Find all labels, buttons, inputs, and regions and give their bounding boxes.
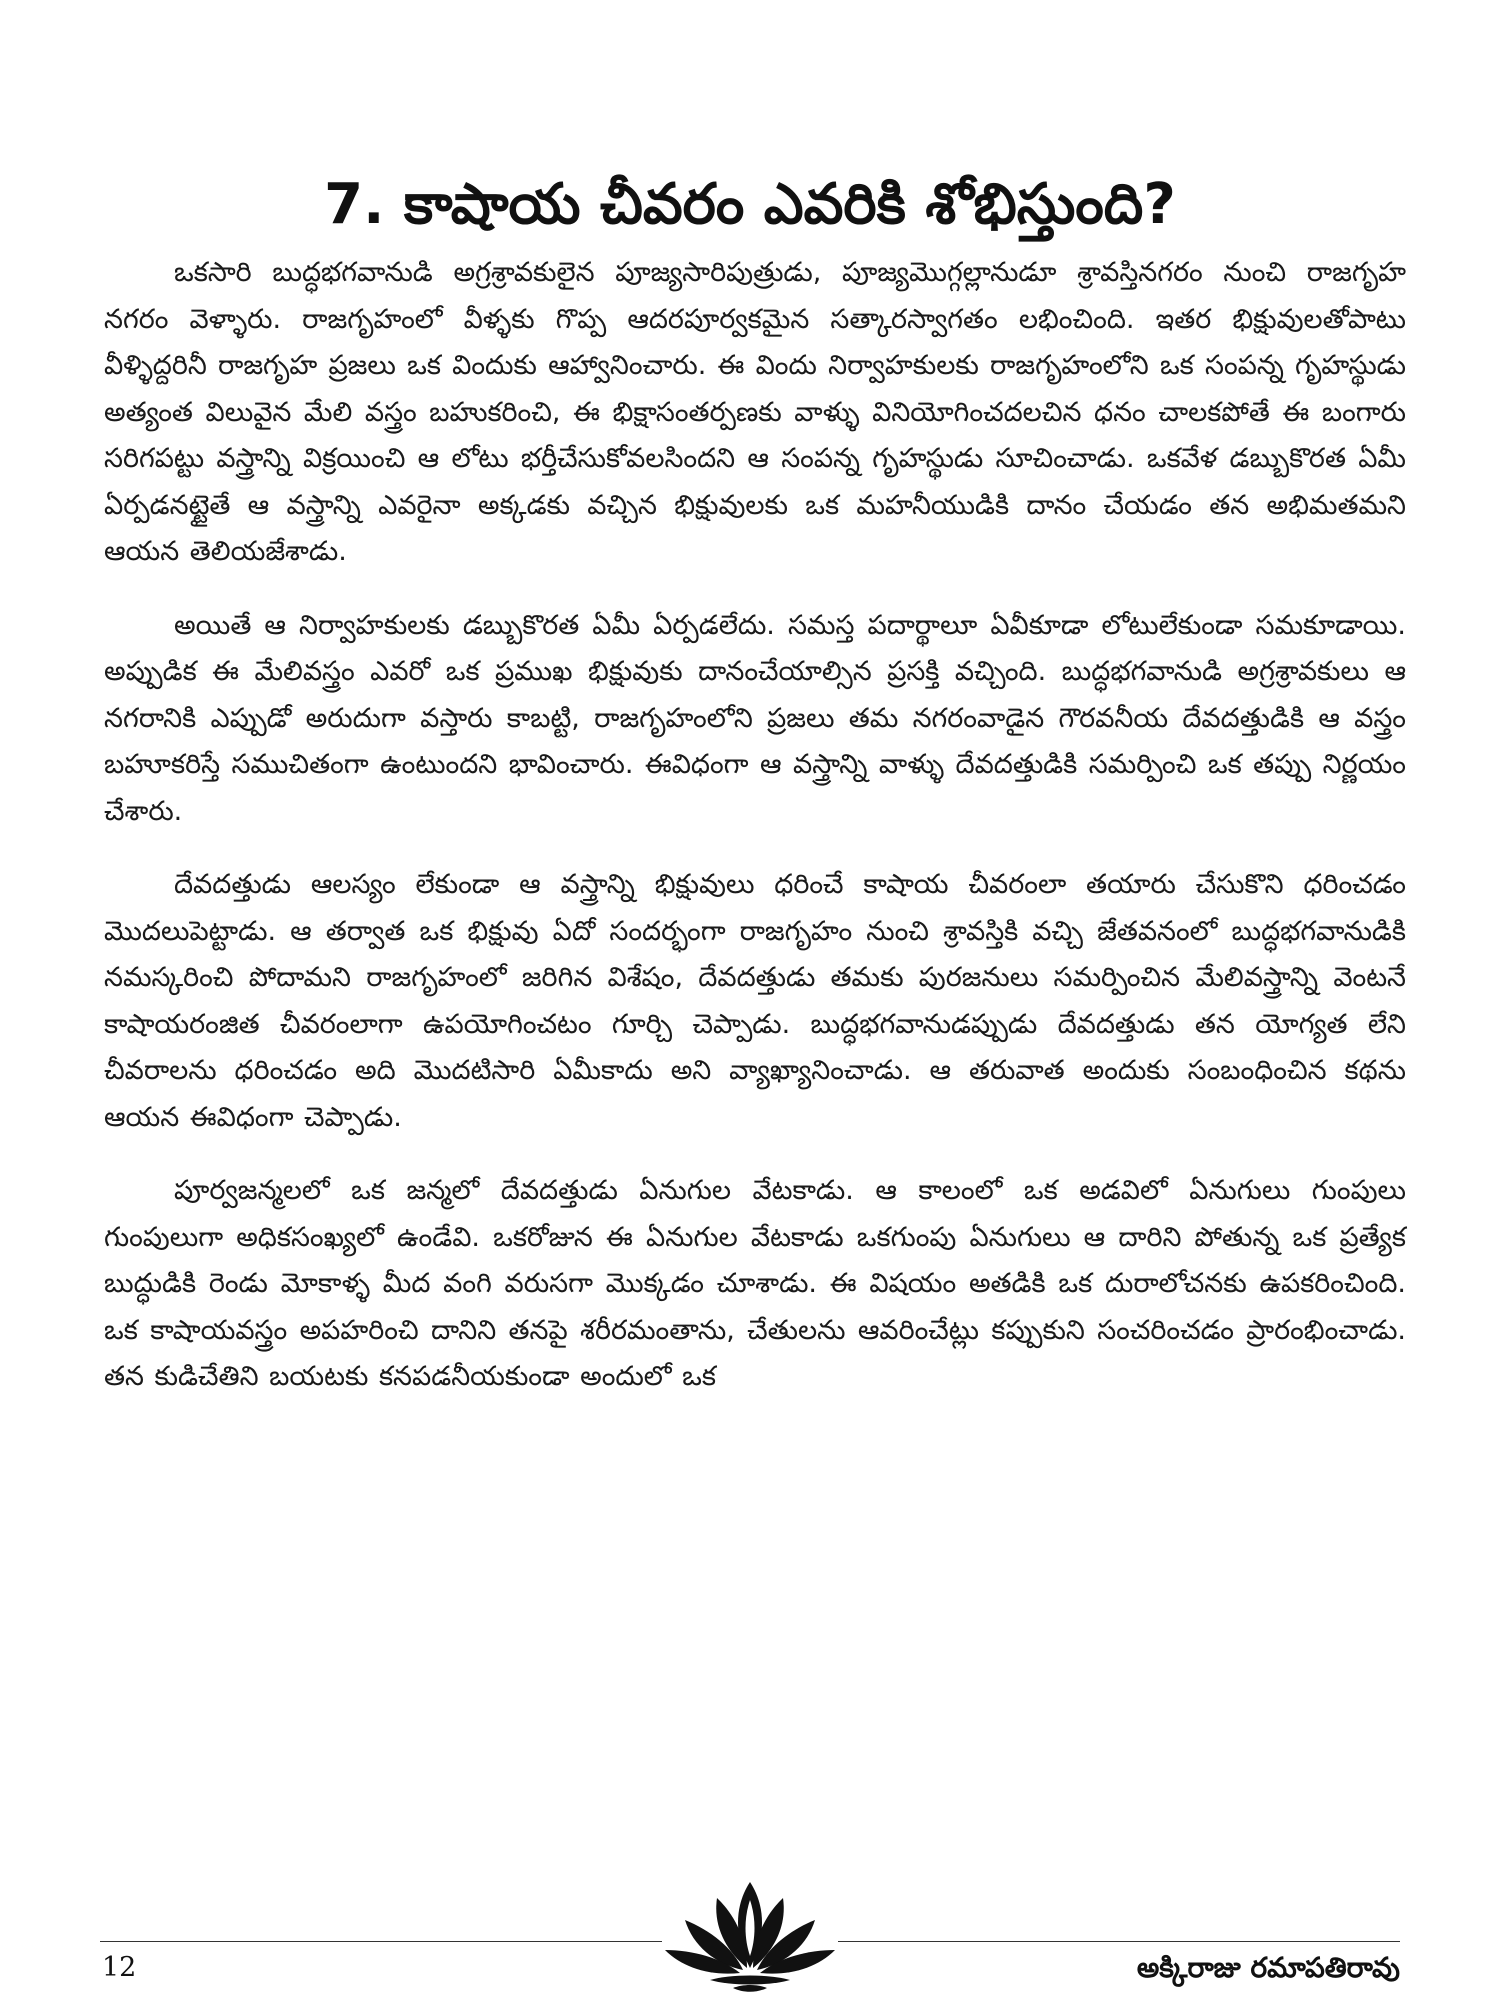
page-number: 12 (102, 1952, 137, 1983)
paragraph: ఒకసారి బుద్ధభగవానుడి అగ్రశ్రావకులైన పూజ్యసారిపుత్రుడు, పూజ్యమొగ్గల్లానుడూ శ్రావస్తినగరం నుంచి రాజగృహ నగరం వెళ్ళారు. రాజగృహంలో వీళ్ళకు గొప్ప ఆదరపూర్వకమైన సత్కారస్వాగతం లభించింది. ఇతర భిక్షువులతోపాటు వీళ్ళిద్దరినీ రాజగృహ ప్రజలు ఒక విందుకు ఆహ్వానించారు. ఈ విందు నిర్వాహకులకు రాజగృహంలోని ఒక సంపన్న గృహస్థుడు అత్యంత విలువైన మేలి వస్త్రం బహుకరించి, ఈ భిక్షాసంతర్పణకు వాళ్ళు వినియోగించదలచిన ధనం చాలకపోతే ఈ బంగారు సరిగపట్టు వస్త్రాన్ని విక్రయించి ఆ లోటు భర్తీచేసుకోవలసిందని ఆ సంపన్న గృహస్థుడు సూచించాడు. ఒకవేళ డబ్బుకొరత ఏమీ ఏర్పడనట్టైతే ఆ వస్త్రాన్ని ఎవరైనా అక్కడకు వచ్చిన భిక్షువులకు ఒక మహనీయుడికి దానం చేయడం తన అభిమతమని ఆయన తెలియజేశాడు. (104, 257, 1406, 567)
page-title: 7. కాషాయ చీవరం ఎవరికి శోభిస్తుంది? (324, 171, 1176, 237)
paragraph: పూర్వజన్మలలో ఒక జన్మలో దేవదత్తుడు ఏనుగుల వేటకాడు. ఆ కాలంలో ఒక అడవిలో ఏనుగులు గుంపులు గుంపులుగా అధికసంఖ్యలో ఉండేవి. ఒకరోజున ఈ ఏనుగుల వేటకాడు ఒకగుంపు ఏనుగులు ఆ దారిని పోతున్న ఒక ప్రత్యేక బుద్ధుడికి రెండు మోకాళ్ళ మీద వంగి వరుసగా మొక్కడం చూశాడు. ఈ విషయం అతడికి ఒక దురాలోచనకు ఉపకరించింది. ఒక కాషాయవస్త్రం అపహరించి దానిని తనపై శరీరమంతాను, చేతులను ఆవరించేట్లు కప్పుకుని సంచరించడం ప్రారంభించాడు. తన కుడిచేతిని బయటకు కనపడనీయకుండా అందులో ఒక (104, 1175, 1406, 1392)
lotus-icon (655, 1880, 845, 2000)
paragraph: దేవదత్తుడు ఆలస్యం లేకుండా ఆ వస్త్రాన్ని భిక్షువులు ధరించే కాషాయ చీవరంలా తయారు చేసుకొని ధరించడం మొదలుపెట్టాడు. ఆ తర్వాత ఒక భిక్షువు ఏదో సందర్భంగా రాజగృహం నుంచి శ్రావస్తికి వచ్చి జేతవనంలో బుద్ధభగవానుడికి నమస్కరించి పోదామని రాజగృహంలో జరిగిన విశేషం, దేవదత్తుడు తమకు పురజనులు సమర్పించిన మేలివస్త్రాన్ని వెంటనే కాషాయరంజిత చీవరంలాగా ఉపయోగించటం గూర్చి చెప్పాడు. బుద్ధభగవానుడప్పుడు దేవదత్తుడు తన యోగ్యత లేని చీవరాలను ధరించడం అది మొదటిసారి ఏమీకాదు అని వ్యాఖ్యానించాడు. ఆ తరువాత అందుకు సంబంధించిన కథను ఆయన ఈవిధంగా చెప్పాడు. (104, 869, 1406, 1133)
footer-rule-left (100, 1941, 662, 1942)
footer-rule-right (838, 1941, 1400, 1942)
author-name: అక్కిరాజు రమాపతిరావు (1136, 1951, 1400, 1984)
body-text (104, 250, 1406, 1428)
paragraph: అయితే ఆ నిర్వాహకులకు డబ్బుకొరత ఏమీ ఏర్పడలేదు. సమస్త పదార్థాలూ ఏవీకూడా లోటులేకుండా సమకూడాయి. అప్పుడిక ఈ మేలివస్త్రం ఎవరో ఒక ప్రముఖ భిక్షువుకు దానంచేయాల్సిన ప్రసక్తి వచ్చింది. బుద్ధభగవానుడి అగ్రశ్రావకులు ఆ నగరానికి ఎప్పుడో అరుదుగా వస్తారు కాబట్టి, రాజగృహంలోని ప్రజలు తమ నగరంవాడైన గౌరవనీయ దేవదత్తుడికి ఆ వస్త్రం బహూకరిస్తే సముచితంగా ఉంటుందని భావించారు. ఈవిధంగా ఆ వస్త్రాన్ని వాళ్ళు దేవదత్తుడికి సమర్పించి ఒక తప్పు నిర్ణయం చేశారు. (104, 609, 1406, 827)
